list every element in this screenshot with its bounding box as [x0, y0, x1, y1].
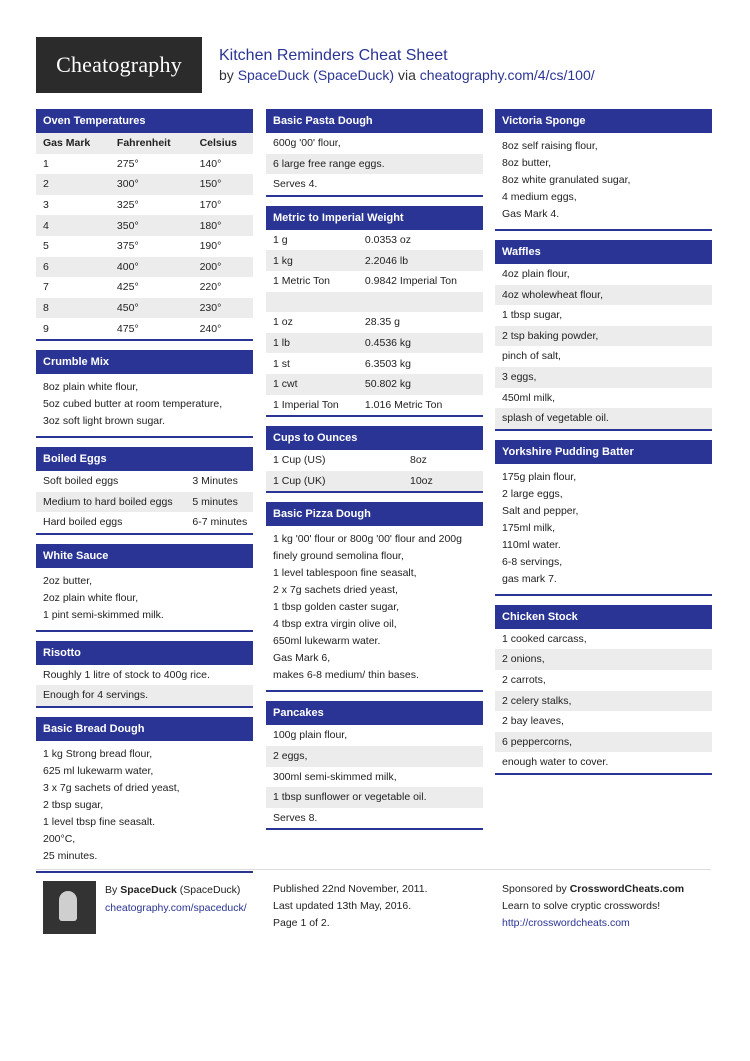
cell — [358, 292, 483, 313]
table-row — [266, 471, 483, 492]
cell: 1 kg — [266, 250, 358, 271]
text-line: 4 tbsp extra virgin olive oil, — [273, 618, 397, 631]
text-line: 8oz self raising flour, — [502, 140, 598, 152]
cell: 190° — [199, 240, 222, 253]
table-row — [36, 195, 253, 216]
text-line: 2 x 7g sachets dried yeast, — [273, 584, 398, 597]
cell: 28.35 g — [364, 316, 400, 329]
section-yorkshire-pudding — [495, 440, 712, 596]
list-item: 2 tsp baking powder, — [495, 326, 712, 347]
cell: 325° — [116, 199, 139, 212]
cell: 1 Metric Ton — [273, 275, 330, 288]
section-title: Risotto — [36, 641, 253, 665]
section-cups-to-ounces — [266, 426, 483, 493]
cell: 1 Cup (US) — [273, 454, 326, 467]
text-line: 2 large eggs, — [502, 487, 563, 500]
list-item: splash of vegetable oil. — [495, 408, 712, 429]
table-row — [266, 374, 483, 395]
cell: 0.9842 Imperial Ton — [364, 275, 457, 288]
text-line: 1 pint semi-skimmed milk. — [43, 608, 164, 621]
table-row — [266, 271, 483, 292]
text-line: 4 medium eggs, — [502, 191, 577, 203]
table-row — [36, 236, 253, 257]
author-profile-link[interactable]: cheatography.com/spaceduck/ — [105, 902, 247, 914]
section-basic-bread-dough — [36, 717, 253, 873]
text-line: 1 kg '00' flour or 800g '00' flour and 200g finely ground semolina flour, — [273, 533, 462, 563]
page-footer — [36, 869, 711, 940]
text-line: 175g plain flour, — [502, 470, 577, 483]
section-oven-temperatures — [36, 109, 253, 341]
list-item: enough water to cover. — [502, 756, 609, 769]
table-row — [266, 395, 483, 416]
list-item: 4oz plain flour, — [502, 268, 570, 280]
cell: 7 — [43, 281, 49, 294]
section-body — [36, 568, 253, 630]
cell: 1 st — [273, 357, 290, 370]
cell: 350° — [110, 215, 193, 236]
column-1 — [36, 109, 253, 882]
table-row — [36, 318, 253, 339]
list-item: 2 onions, — [495, 649, 712, 670]
section-title: Basic Pasta Dough — [266, 109, 483, 133]
cell: 2 — [36, 174, 110, 195]
text-line: 5oz cubed butter at room temperature, — [43, 397, 223, 410]
list-item: 2 bay leaves, — [502, 715, 564, 728]
author-name: SpaceDuck — [120, 884, 177, 896]
section-body — [495, 629, 712, 773]
text-line: 1 level tablespoon fine seasalt, — [273, 567, 417, 580]
cell: 1 g — [273, 234, 288, 247]
cell: 300° — [110, 174, 193, 195]
list-item: 2 eggs, — [266, 746, 483, 767]
section-metric-to-imperial — [266, 206, 483, 417]
footer-sponsor — [502, 881, 684, 932]
section-crumble-mix — [36, 350, 253, 438]
cell: Medium to hard boiled eggs — [36, 492, 185, 513]
text-line: Salt and pepper, — [502, 504, 579, 517]
cell: 240° — [199, 322, 222, 335]
table-row — [36, 174, 253, 195]
list-item: 4oz wholewheat flour, — [495, 285, 712, 306]
cell: 450° — [110, 298, 193, 319]
boiled-eggs-table — [36, 471, 253, 533]
cell: 1 oz — [273, 316, 293, 329]
cell: 4 — [36, 215, 110, 236]
list-item: 450ml milk, — [502, 391, 556, 404]
text-line: 2oz plain white flour, — [43, 591, 139, 604]
list-item: Roughly 1 litre of stock to 400g rice. — [43, 668, 210, 681]
updated-date: Last updated 13th May, 2016. — [273, 900, 412, 912]
section-body — [495, 264, 712, 429]
table-row — [36, 512, 253, 533]
cell: 425° — [116, 281, 139, 294]
text-line: 6-8 servings, — [502, 555, 563, 568]
text-line: 8oz white granulated sugar, — [502, 174, 631, 186]
cell: 1 — [43, 157, 49, 170]
text-line: Gas Mark 4. — [502, 208, 560, 220]
table-row — [36, 154, 253, 175]
section-boiled-eggs — [36, 447, 253, 535]
section-body — [36, 665, 253, 706]
list-item: 2 carrots, — [502, 673, 546, 686]
list-item: 6 large free range eggs. — [266, 154, 483, 175]
sponsor-tagline: Learn to solve cryptic crosswords! — [502, 900, 661, 912]
metric-table — [266, 230, 483, 415]
cell: 1 Imperial Ton — [273, 398, 339, 411]
sponsored-label: Sponsored by — [502, 883, 567, 895]
text-line: 2 tbsp sugar, — [43, 798, 104, 811]
text-line: 1 tbsp golden caster sugar, — [273, 601, 400, 614]
cell: 8oz — [410, 454, 427, 467]
section-basic-pizza-dough — [266, 502, 483, 692]
text-line: 625 ml lukewarm water, — [43, 764, 154, 777]
text-line: 200°C, — [43, 832, 76, 845]
cell: 400° — [110, 257, 193, 278]
text-line: 3oz soft light brown sugar. — [43, 414, 165, 427]
cell: 180° — [193, 215, 253, 236]
table-row — [36, 277, 253, 298]
author-handle: (SpaceDuck) — [179, 884, 241, 896]
column-3 — [495, 109, 712, 784]
list-item: 6 peppercorns, — [495, 732, 712, 753]
page-title: Kitchen Reminders Cheat Sheet — [219, 47, 448, 64]
cell: 1 cwt — [266, 374, 358, 395]
cell: 8 — [36, 298, 110, 319]
table-row — [266, 312, 483, 333]
section-body — [266, 133, 483, 195]
section-white-sauce — [36, 544, 253, 632]
section-pancakes — [266, 701, 483, 830]
section-body — [266, 526, 483, 690]
cell: 3 — [43, 199, 49, 212]
cell: 6-7 minutes — [192, 516, 248, 529]
logo-text: Cheatography — [56, 52, 182, 77]
text-line: Gas Mark 6, — [273, 652, 331, 665]
section-title: Pancakes — [266, 701, 483, 725]
section-body — [36, 374, 253, 436]
list-item: 1 cooked carcass, — [502, 632, 587, 645]
table-row — [266, 333, 483, 354]
list-item: 3 eggs, — [495, 367, 712, 388]
page-number: Page 1 of 2. — [273, 917, 330, 929]
section-risotto — [36, 641, 253, 708]
list-item: 2 celery stalks, — [495, 691, 712, 712]
section-title: Chicken Stock — [495, 605, 712, 629]
cell: 9 — [43, 322, 49, 335]
section-title: Boiled Eggs — [36, 447, 253, 471]
table-header-row — [36, 133, 253, 154]
text-line: makes 6-8 medium/ thin bases. — [273, 669, 419, 682]
section-body — [495, 133, 712, 229]
sponsor-line — [502, 881, 684, 898]
section-basic-pasta-dough — [266, 109, 483, 197]
list-item: 100g plain flour, — [273, 729, 348, 742]
cell: 375° — [116, 240, 139, 253]
cell: 1.016 Metric Ton — [364, 398, 443, 411]
list-item: pinch of salt, — [502, 350, 561, 363]
cell: 10oz — [403, 471, 483, 492]
text-line: 110ml water. — [502, 538, 561, 551]
text-line: 2oz butter, — [43, 574, 93, 587]
section-title: Yorkshire Pudding Batter — [495, 440, 712, 464]
text-line: 650ml lukewarm water. — [273, 635, 381, 648]
author-link[interactable]: SpaceDuck (SpaceDuck) — [237, 67, 395, 83]
cell: 475° — [116, 322, 139, 335]
by-label: By — [105, 884, 118, 896]
list-item: 300ml semi-skimmed milk, — [273, 770, 397, 783]
section-title: Crumble Mix — [36, 350, 253, 374]
section-title: Metric to Imperial Weight — [266, 206, 483, 230]
avatar[interactable] — [43, 881, 96, 934]
cell: 150° — [193, 174, 253, 195]
published-date: Published 22nd November, 2011. — [273, 883, 428, 895]
table-row — [36, 298, 253, 319]
section-title: Basic Bread Dough — [36, 717, 253, 741]
footer-dates — [273, 881, 428, 932]
cell: 1 lb — [266, 333, 358, 354]
sponsor-link[interactable]: http://crosswordcheats.com — [502, 917, 630, 929]
cheatography-logo[interactable] — [36, 37, 202, 93]
text-line: 8oz butter, — [502, 157, 552, 169]
cell: 200° — [193, 257, 253, 278]
cell: 3 Minutes — [192, 475, 238, 488]
cell: 230° — [193, 298, 253, 319]
table-row — [266, 292, 483, 313]
sheet-url-link[interactable]: cheatography.com/4/cs/100/ — [419, 67, 595, 83]
cell: 6.3503 kg — [364, 357, 412, 370]
text-line: 1 kg Strong bread flour, — [43, 747, 153, 760]
cell: 5 — [43, 240, 49, 253]
table-row — [266, 230, 483, 251]
cell: Soft boiled eggs — [43, 475, 119, 488]
section-waffles — [495, 240, 712, 431]
author-line — [105, 881, 247, 899]
list-item: 600g '00' flour, — [273, 137, 341, 149]
section-body — [495, 464, 712, 594]
byline-via: via — [397, 67, 416, 83]
list-item: 1 tbsp sugar, — [502, 309, 563, 322]
section-chicken-stock — [495, 605, 712, 775]
section-title: Basic Pizza Dough — [266, 502, 483, 526]
section-title: White Sauce — [36, 544, 253, 568]
cell: 140° — [199, 157, 222, 170]
list-item: Enough for 4 servings. — [36, 685, 253, 706]
table-row — [36, 215, 253, 236]
column-header: Fahrenheit — [110, 133, 193, 154]
cell: 220° — [199, 281, 222, 294]
cell: 0.4536 kg — [358, 333, 483, 354]
table-row — [36, 471, 253, 492]
person-icon — [59, 891, 77, 921]
section-title: Cups to Ounces — [266, 426, 483, 450]
column-header: Celsius — [193, 133, 253, 154]
list-item: Serves 4. — [273, 178, 318, 191]
table-row — [36, 492, 253, 513]
text-line: gas mark 7. — [502, 572, 557, 585]
column-2 — [266, 109, 483, 839]
text-line: 175ml milk, — [502, 521, 556, 534]
section-title: Victoria Sponge — [495, 109, 712, 133]
cell: 1 Cup (UK) — [266, 471, 403, 492]
cell: 6 — [36, 257, 110, 278]
cell: 0.0353 oz — [364, 234, 412, 247]
oven-table — [36, 133, 253, 339]
table-row — [36, 257, 253, 278]
section-title: Oven Temperatures — [36, 109, 253, 133]
cell: 2.2046 lb — [358, 250, 483, 271]
text-line: 1 level tbsp fine seasalt. — [43, 815, 156, 828]
section-title: Waffles — [495, 240, 712, 264]
cell: 275° — [116, 157, 139, 170]
cups-table — [266, 450, 483, 491]
table-row — [266, 353, 483, 374]
sponsor-name: CrosswordCheats.com — [569, 883, 685, 895]
section-victoria-sponge — [495, 109, 712, 231]
cell: 5 minutes — [185, 492, 253, 513]
table-row — [266, 450, 483, 471]
column-header: Gas Mark — [36, 133, 110, 154]
cell: Hard boiled eggs — [43, 516, 123, 529]
section-body — [36, 741, 253, 871]
byline — [219, 67, 595, 83]
list-item: Serves 8. — [273, 811, 318, 824]
byline-by: by — [219, 67, 234, 83]
list-item: 1 tbsp sunflower or vegetable oil. — [266, 787, 483, 808]
table-row — [266, 250, 483, 271]
text-line: 25 minutes. — [43, 849, 98, 862]
text-line: 3 x 7g sachets of dried yeast, — [43, 781, 180, 794]
footer-author — [105, 881, 247, 917]
text-line: 8oz plain white flour, — [43, 380, 139, 393]
cell: 50.802 kg — [358, 374, 483, 395]
section-body — [266, 725, 483, 828]
cell — [266, 292, 358, 313]
cell: 170° — [199, 199, 222, 212]
